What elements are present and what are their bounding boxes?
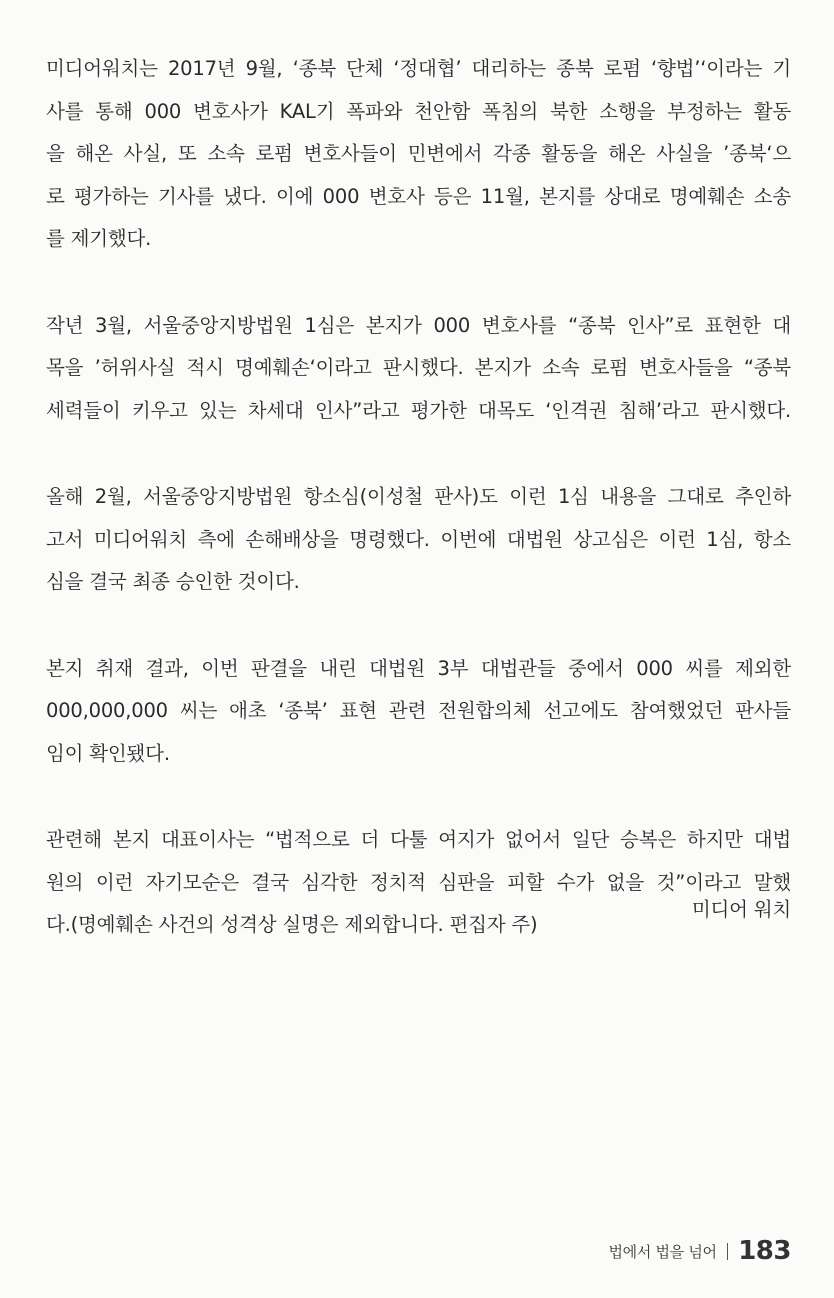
text-line: 올해 2월, 서울중앙지방법원 항소심(이성철 판사)도 이런 1심 내용을 그대로 추인하 — [46, 485, 791, 508]
text-line: 임이 확인됐다. — [46, 741, 170, 765]
text-line: 심을 결국 최종 승인한 것이다. — [46, 570, 300, 593]
running-title: 법에서 법을 넘어 — [608, 1242, 717, 1261]
paragraph-4 — [46, 648, 791, 776]
paragraph-1 — [46, 48, 791, 261]
text-line: 000,000,000 씨는 애초 ‘종북’ 표현 관련 전원합의체 선고에도 참여했었던 판사들 — [46, 699, 791, 722]
text-line: 을 해온 사실, 또 소속 로펌 변호사들이 민변에서 각종 활동을 해온 사실을 ’종북‘으 — [46, 142, 791, 165]
page-footer — [608, 1236, 791, 1266]
page-number: 183 — [738, 1236, 791, 1266]
text-line: 세력들이 키우고 있는 차세대 인사”라고 평가한 대목도 ‘인격권 침해’라고 판시했다. — [46, 398, 791, 422]
footer-divider — [727, 1243, 729, 1260]
text-line: 를 제기했다. — [46, 227, 152, 250]
text-line: 원의 이런 자기모순은 결국 심각한 정치적 심판을 피할 수가 없을 것”이라고 말했 — [46, 870, 791, 894]
text-line: 다.(명예훼손 사건의 성격상 실명은 제외합니다. 편집자 주) — [46, 913, 538, 936]
text-line: 로 평가하는 기사를 냈다. 이에 000 변호사 등은 11월, 본지를 상대로 명예훼손 소송 — [46, 184, 791, 208]
text-line: 본지 취재 결과, 이번 판결을 내린 대법원 3부 대법관들 중에서 000 씨를 제외한 — [46, 656, 791, 680]
paragraph-5 — [46, 819, 791, 947]
text-line: 관련해 본지 대표이사는 “법적으로 더 다툴 여지가 없어서 일단 승복은 하지만 대법 — [46, 828, 791, 851]
paragraph-3 — [46, 476, 791, 604]
text-line: 미디어워치는 2017년 9월, ‘종북 단체 ‘정대협’ 대리하는 종북 로펌 ‘향법’‘이라는 기 — [46, 57, 791, 80]
paragraph-2 — [46, 305, 791, 433]
text-line: 작년 3월, 서울중앙지방법원 1심은 본지가 000 변호사를 “종북 인사”로 표현한 대 — [46, 313, 791, 337]
author-signature: 미디어 워치 — [691, 898, 791, 921]
text-line: 목을 ’허위사실 적시 명예훼손‘이라고 판시했다. 본지가 소속 로펌 변호사들을 “종북 — [46, 356, 791, 379]
document-body — [46, 48, 791, 1248]
text-line: 고서 미디어워치 측에 손해배상을 명령했다. 이번에 대법원 상고심은 이런 1심, 항소 — [46, 527, 791, 551]
text-line: 사를 통해 000 변호사가 KAL기 폭파와 천안함 폭침의 북한 소행을 부정하는 활동 — [46, 99, 791, 123]
